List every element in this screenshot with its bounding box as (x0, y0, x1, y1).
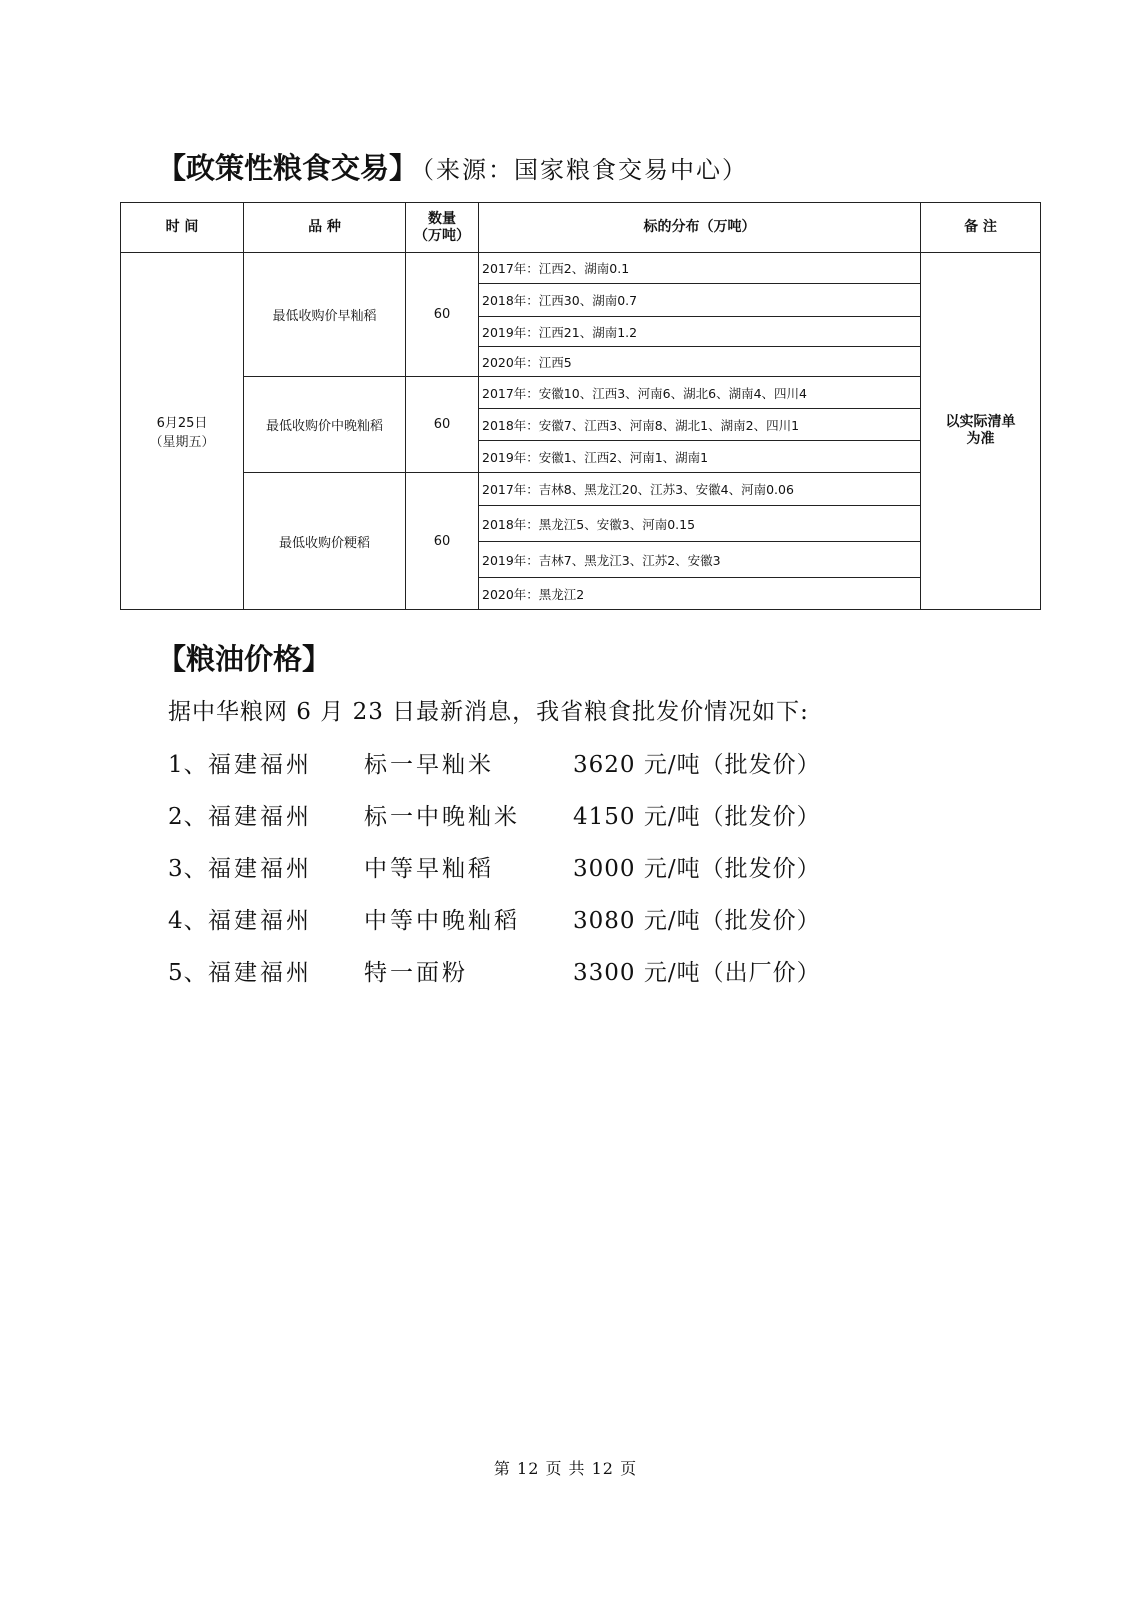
section-title-grain-oil-prices: 【粮油价格】 (157, 642, 332, 676)
price-item-price: 3080 元/吨（批发价） (573, 908, 821, 934)
distribution-cell: 2017年：江西2、湖南0.1 (479, 253, 921, 284)
header-quantity (406, 203, 479, 253)
price-item-price: 4150 元/吨（批发价） (573, 804, 821, 830)
price-item-product: 特一面粉 (364, 960, 468, 986)
header-quantity-line1: 数量 (428, 211, 456, 228)
distribution-cell: 2017年：安徽10、江西3、河南6、湖北6、湖南4、四川4 (479, 377, 921, 409)
price-item-product: 中等中晚籼稻 (364, 908, 520, 934)
distribution-cell: 2019年：安徽1、江西2、河南1、湖南1 (479, 441, 921, 473)
source-note: （来源：国家粮食交易中心） (422, 156, 749, 184)
distribution-cell: 2017年：吉林8、黑龙江20、江苏3、安徽4、河南0.06 (479, 473, 921, 506)
distribution-cell: 2020年：黑龙江2 (479, 578, 921, 610)
price-item-index: 2、 (168, 804, 208, 830)
table-header-row (121, 203, 1041, 253)
date-cell (121, 253, 244, 610)
table-row (121, 377, 1041, 409)
remark-cell (921, 253, 1041, 610)
header-variety: 品 种 (244, 203, 406, 253)
policy-grain-trade-heading: 【政策性粮食交易】 (157, 151, 419, 185)
price-item-index: 4、 (168, 908, 208, 934)
price-item-city: 福建福州 (208, 856, 312, 882)
price-item-price: 3000 元/吨（批发价） (573, 856, 821, 882)
price-item-city: 福建福州 (208, 804, 312, 830)
header-time: 时 间 (121, 203, 244, 253)
price-item-product: 标一早籼米 (364, 752, 494, 778)
price-item-index: 3、 (168, 856, 208, 882)
distribution-cell: 2019年：吉林7、黑龙江3、江苏2、安徽3 (479, 542, 921, 578)
price-item-city: 福建福州 (208, 752, 312, 778)
price-item-price: 3620 元/吨（批发价） (573, 752, 821, 778)
distribution-cell: 2020年：江西5 (479, 347, 921, 377)
price-item-product: 标一中晚籼米 (364, 804, 520, 830)
distribution-cell: 2018年：安徽7、江西3、河南8、湖北1、湖南2、四川1 (479, 409, 921, 441)
price-intro-text: 据中华粮网 6 月 23 日最新消息，我省粮食批发价情况如下: (168, 699, 809, 725)
distribution-cell: 2018年：黑龙江5、安徽3、河南0.15 (479, 506, 921, 542)
price-item-city: 福建福州 (208, 960, 312, 986)
quantity-cell: 60 (406, 473, 479, 610)
remark-line1: 以实际清单 (945, 413, 1016, 430)
distribution-cell: 2019年：江西21、湖南1.2 (479, 317, 921, 347)
price-item-index: 5、 (168, 960, 208, 986)
variety-cell: 最低收购价早籼稻 (244, 253, 406, 377)
price-item-product: 中等早籼稻 (364, 856, 494, 882)
variety-cell: 最低收购价中晚籼稻 (244, 377, 406, 473)
quantity-cell: 60 (406, 253, 479, 377)
table-row (121, 253, 1041, 284)
date: 6月25日 (156, 416, 208, 431)
page-footer: 第 12 页 共 12 页 (493, 1459, 638, 1478)
price-item-city: 福建福州 (208, 908, 312, 934)
distribution-cell: 2018年：江西30、湖南0.7 (479, 284, 921, 317)
header-remark: 备 注 (921, 203, 1041, 253)
table-row (121, 473, 1041, 506)
trade-table (120, 202, 1041, 610)
quantity-cell: 60 (406, 377, 479, 473)
variety-cell: 最低收购价粳稻 (244, 473, 406, 610)
section-title-policy-grain-trade (157, 146, 748, 187)
header-quantity-line2: （万吨） (414, 227, 470, 244)
weekday: （星期五） (149, 435, 215, 450)
header-distribution: 标的分布（万吨） (479, 203, 921, 253)
price-item-index: 1、 (168, 752, 208, 778)
remark-line2: 为准 (966, 431, 995, 447)
price-item-price: 3300 元/吨（出厂价） (573, 960, 821, 986)
